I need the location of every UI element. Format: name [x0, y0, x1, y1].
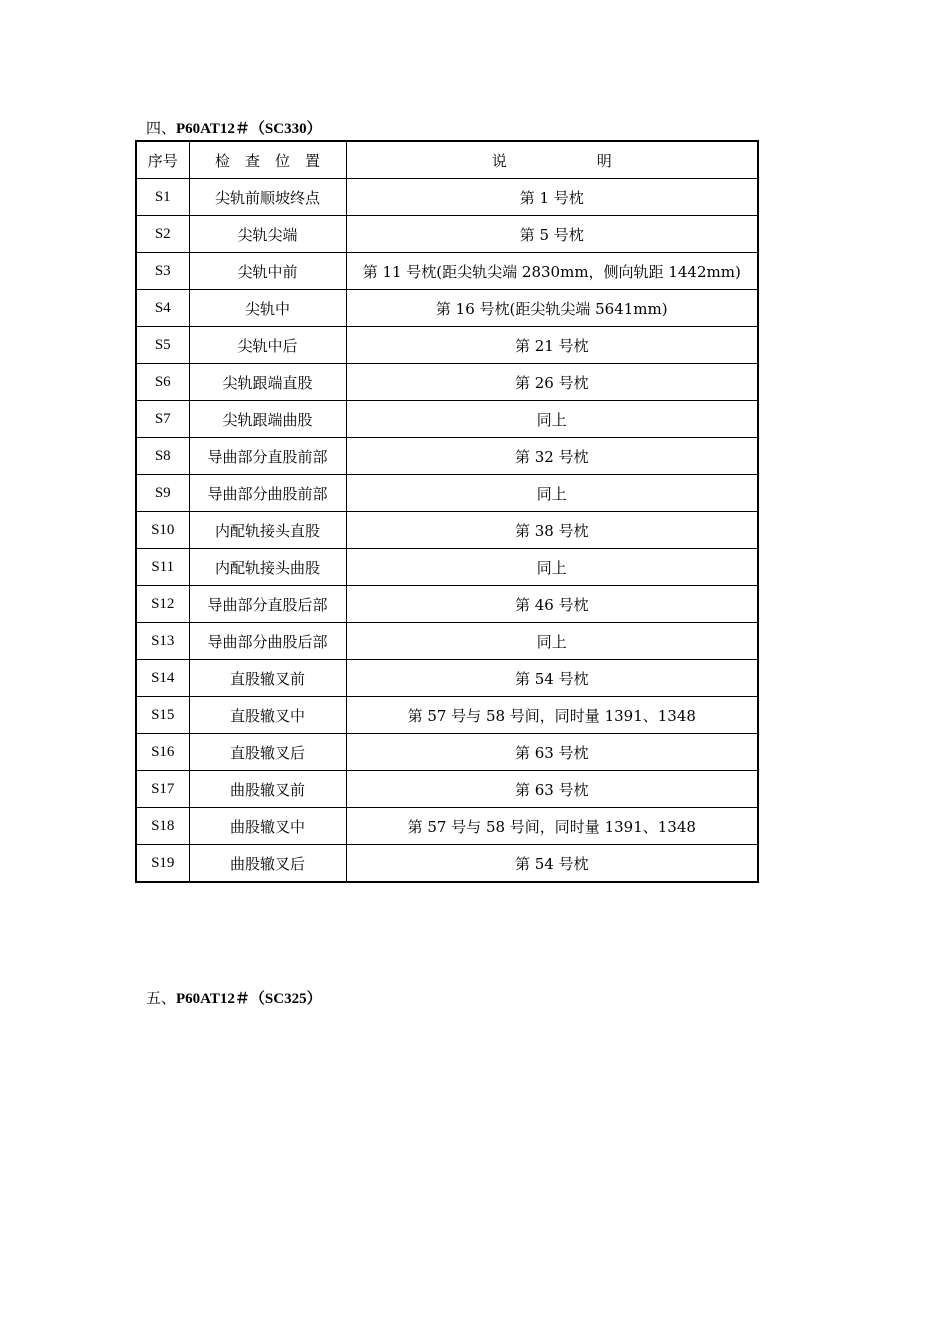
table-header-row — [136, 141, 758, 179]
cell-description: 第 57 号与 58 号间，同时量 1391、1348 — [346, 808, 758, 845]
table-row — [136, 290, 758, 327]
cell-description: 第 54 号枕 — [346, 845, 758, 883]
cell-location: 内配轨接头曲股 — [189, 549, 346, 586]
cell-seq: S12 — [136, 586, 189, 623]
table-row — [136, 660, 758, 697]
cell-seq: S10 — [136, 512, 189, 549]
cell-seq: S14 — [136, 660, 189, 697]
cell-seq: S5 — [136, 327, 189, 364]
table-row — [136, 327, 758, 364]
cell-location: 尖轨中前 — [189, 253, 346, 290]
table-body — [136, 179, 758, 883]
cell-location: 尖轨跟端曲股 — [189, 401, 346, 438]
table-row — [136, 512, 758, 549]
table-row — [136, 623, 758, 660]
cell-location: 导曲部分曲股后部 — [189, 623, 346, 660]
inspection-table — [135, 140, 759, 883]
cell-description: 第 1 号枕 — [346, 179, 758, 216]
cell-location: 曲股辙叉后 — [189, 845, 346, 883]
cell-description: 同上 — [346, 549, 758, 586]
section-4-turnout-code: P60AT12＃（SC330） — [176, 121, 322, 137]
cell-location: 导曲部分直股后部 — [189, 586, 346, 623]
table-row — [136, 586, 758, 623]
cell-description: 第 26 号枕 — [346, 364, 758, 401]
cell-description: 第 16 号枕(距尖轨尖端 5641mm) — [346, 290, 758, 327]
section-5-turnout-code: P60AT12＃（SC325） — [176, 991, 322, 1007]
cell-description: 第 21 号枕 — [346, 327, 758, 364]
cell-description: 第 54 号枕 — [346, 660, 758, 697]
header-location: 检 查 位 置 — [189, 141, 346, 179]
cell-seq: S16 — [136, 734, 189, 771]
header-seq: 序号 — [136, 141, 189, 179]
cell-seq: S18 — [136, 808, 189, 845]
cell-description: 同上 — [346, 475, 758, 512]
cell-description: 第 57 号与 58 号间，同时量 1391、1348 — [346, 697, 758, 734]
cell-description: 第 11 号枕(距尖轨尖端 2830mm，侧向轨距 1442mm) — [346, 253, 758, 290]
cell-location: 曲股辙叉中 — [189, 808, 346, 845]
table-row — [136, 475, 758, 512]
cell-seq: S13 — [136, 623, 189, 660]
table-row — [136, 771, 758, 808]
cell-seq: S6 — [136, 364, 189, 401]
cell-seq: S1 — [136, 179, 189, 216]
cell-seq: S2 — [136, 216, 189, 253]
cell-location: 尖轨中后 — [189, 327, 346, 364]
cell-location: 直股辙叉中 — [189, 697, 346, 734]
cell-location: 尖轨跟端直股 — [189, 364, 346, 401]
cell-seq: S4 — [136, 290, 189, 327]
cell-seq: S3 — [136, 253, 189, 290]
cell-description: 第 63 号枕 — [346, 734, 758, 771]
table-row — [136, 808, 758, 845]
table-row — [136, 438, 758, 475]
cell-description: 同上 — [346, 623, 758, 660]
section-5-number: 五、 — [146, 989, 177, 1007]
cell-location: 导曲部分直股前部 — [189, 438, 346, 475]
table-row — [136, 401, 758, 438]
cell-location: 内配轨接头直股 — [189, 512, 346, 549]
cell-description: 第 38 号枕 — [346, 512, 758, 549]
cell-location: 直股辙叉后 — [189, 734, 346, 771]
cell-seq: S17 — [136, 771, 189, 808]
header-description: 说 明 — [346, 141, 758, 179]
cell-location: 尖轨前顺坡终点 — [189, 179, 346, 216]
cell-description: 第 63 号枕 — [346, 771, 758, 808]
cell-description: 第 46 号枕 — [346, 586, 758, 623]
cell-description: 同上 — [346, 401, 758, 438]
cell-location: 尖轨中 — [189, 290, 346, 327]
table-row — [136, 697, 758, 734]
table-row — [136, 216, 758, 253]
cell-location: 导曲部分曲股前部 — [189, 475, 346, 512]
cell-seq: S8 — [136, 438, 189, 475]
table-row — [136, 253, 758, 290]
table-row — [136, 734, 758, 771]
table-row — [136, 364, 758, 401]
table-row — [136, 845, 758, 883]
cell-location: 直股辙叉前 — [189, 660, 346, 697]
cell-seq: S11 — [136, 549, 189, 586]
cell-description: 第 32 号枕 — [346, 438, 758, 475]
cell-seq: S15 — [136, 697, 189, 734]
section-4-number: 四、 — [146, 119, 177, 137]
cell-seq: S9 — [136, 475, 189, 512]
table-row — [136, 179, 758, 216]
section-5-heading — [146, 989, 322, 1008]
table-row — [136, 549, 758, 586]
cell-description: 第 5 号枕 — [346, 216, 758, 253]
cell-location: 曲股辙叉前 — [189, 771, 346, 808]
cell-seq: S7 — [136, 401, 189, 438]
cell-seq: S19 — [136, 845, 189, 883]
cell-location: 尖轨尖端 — [189, 216, 346, 253]
section-4-heading — [146, 119, 322, 138]
